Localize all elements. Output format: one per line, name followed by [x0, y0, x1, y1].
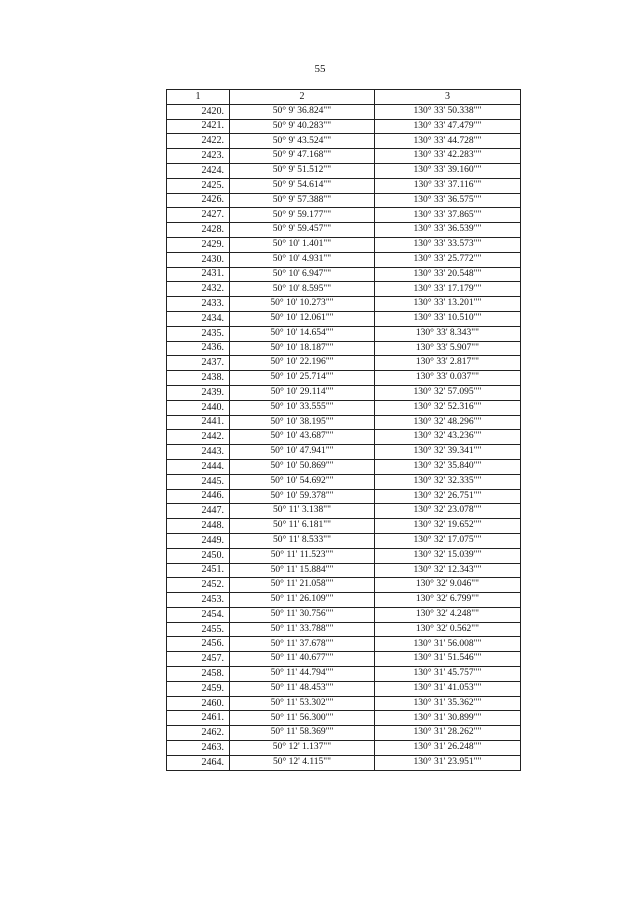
longitude-cell: 130° 33' 44.728""	[375, 134, 521, 149]
latitude-cell: 50° 11' 58.369""	[230, 726, 375, 741]
latitude-cell: 50° 11' 56.300""	[230, 711, 375, 726]
point-number-cell: 2429.	[167, 237, 230, 252]
longitude-cell: 130° 32' 39.341""	[375, 445, 521, 460]
longitude-cell: 130° 31' 35.362""	[375, 696, 521, 711]
point-number-cell: 2426.	[167, 193, 230, 208]
longitude-cell: 130° 33' 13.201""	[375, 297, 521, 312]
longitude-cell: 130° 32' 6.799""	[375, 593, 521, 608]
latitude-cell: 50° 12' 4.115""	[230, 755, 375, 770]
point-number-cell: 2442.	[167, 430, 230, 445]
table-row	[167, 149, 521, 164]
latitude-cell: 50° 10' 14.654""	[230, 326, 375, 341]
latitude-cell: 50° 9' 59.457""	[230, 223, 375, 238]
latitude-cell: 50° 11' 33.788""	[230, 622, 375, 637]
table-row	[167, 681, 521, 696]
latitude-cell: 50° 9' 59.177""	[230, 208, 375, 223]
table-row	[167, 163, 521, 178]
point-number-cell: 2431.	[167, 267, 230, 282]
table-row	[167, 607, 521, 622]
point-number-cell: 2430.	[167, 252, 230, 267]
longitude-cell: 130° 33' 36.539""	[375, 223, 521, 238]
point-number-cell: 2457.	[167, 652, 230, 667]
longitude-cell: 130° 33' 37.865""	[375, 208, 521, 223]
latitude-cell: 50° 10' 29.114""	[230, 385, 375, 400]
point-number-cell: 2420.	[167, 104, 230, 119]
longitude-cell: 130° 33' 47.479""	[375, 119, 521, 134]
table-row	[167, 445, 521, 460]
latitude-cell: 50° 11' 6.181""	[230, 519, 375, 534]
longitude-cell: 130° 32' 26.751""	[375, 489, 521, 504]
longitude-cell: 130° 32' 0.562""	[375, 622, 521, 637]
latitude-cell: 50° 9' 40.283""	[230, 119, 375, 134]
table-row	[167, 652, 521, 667]
longitude-cell: 130° 32' 9.046""	[375, 578, 521, 593]
coordinates-table	[166, 89, 521, 771]
longitude-cell: 130° 33' 42.283""	[375, 149, 521, 164]
table-row	[167, 134, 521, 149]
longitude-cell: 130° 33' 0.037""	[375, 371, 521, 386]
longitude-cell: 130° 33' 5.907""	[375, 341, 521, 356]
table-row	[167, 223, 521, 238]
longitude-cell: 130° 32' 15.039""	[375, 548, 521, 563]
latitude-cell: 50° 10' 8.595""	[230, 282, 375, 297]
latitude-cell: 50° 10' 10.273""	[230, 297, 375, 312]
point-number-cell: 2432.	[167, 282, 230, 297]
table-row	[167, 474, 521, 489]
longitude-cell: 130° 32' 48.296""	[375, 415, 521, 430]
table-row	[167, 356, 521, 371]
column-header-2: 2	[230, 90, 375, 105]
point-number-cell: 2424.	[167, 163, 230, 178]
latitude-cell: 50° 10' 18.187""	[230, 341, 375, 356]
table-row	[167, 563, 521, 578]
longitude-cell: 130° 32' 19.652""	[375, 519, 521, 534]
latitude-cell: 50° 11' 30.756""	[230, 607, 375, 622]
latitude-cell: 50° 10' 1.401""	[230, 237, 375, 252]
latitude-cell: 50° 9' 51.512""	[230, 163, 375, 178]
longitude-cell: 130° 32' 52.316""	[375, 400, 521, 415]
latitude-cell: 50° 11' 44.794""	[230, 667, 375, 682]
point-number-cell: 2440.	[167, 400, 230, 415]
table-row	[167, 252, 521, 267]
point-number-cell: 2434.	[167, 311, 230, 326]
latitude-cell: 50° 12' 1.137""	[230, 741, 375, 756]
latitude-cell: 50° 11' 15.884""	[230, 563, 375, 578]
longitude-cell: 130° 33' 8.343""	[375, 326, 521, 341]
longitude-cell: 130° 31' 51.546""	[375, 652, 521, 667]
point-number-cell: 2454.	[167, 607, 230, 622]
latitude-cell: 50° 10' 54.692""	[230, 474, 375, 489]
table-row	[167, 371, 521, 386]
point-number-cell: 2422.	[167, 134, 230, 149]
table-row	[167, 533, 521, 548]
point-number-cell: 2462.	[167, 726, 230, 741]
table-row	[167, 593, 521, 608]
table-row	[167, 696, 521, 711]
longitude-cell: 130° 33' 2.817""	[375, 356, 521, 371]
point-number-cell: 2443.	[167, 445, 230, 460]
longitude-cell: 130° 33' 25.772""	[375, 252, 521, 267]
longitude-cell: 130° 31' 56.008""	[375, 637, 521, 652]
point-number-cell: 2452.	[167, 578, 230, 593]
latitude-cell: 50° 11' 37.678""	[230, 637, 375, 652]
latitude-cell: 50° 9' 47.168""	[230, 149, 375, 164]
table-row	[167, 208, 521, 223]
latitude-cell: 50° 10' 47.941""	[230, 445, 375, 460]
point-number-cell: 2451.	[167, 563, 230, 578]
table-row	[167, 400, 521, 415]
table-row	[167, 489, 521, 504]
point-number-cell: 2421.	[167, 119, 230, 134]
table-row	[167, 459, 521, 474]
latitude-cell: 50° 10' 50.869""	[230, 459, 375, 474]
longitude-cell: 130° 31' 23.951""	[375, 755, 521, 770]
longitude-cell: 130° 32' 23.078""	[375, 504, 521, 519]
point-number-cell: 2449.	[167, 533, 230, 548]
latitude-cell: 50° 11' 53.302""	[230, 696, 375, 711]
latitude-cell: 50° 11' 3.138""	[230, 504, 375, 519]
longitude-cell: 130° 32' 43.236""	[375, 430, 521, 445]
longitude-cell: 130° 33' 36.575""	[375, 193, 521, 208]
point-number-cell: 2461.	[167, 711, 230, 726]
latitude-cell: 50° 10' 12.061""	[230, 311, 375, 326]
point-number-cell: 2446.	[167, 489, 230, 504]
point-number-cell: 2436.	[167, 341, 230, 356]
table-row	[167, 622, 521, 637]
latitude-cell: 50° 10' 33.555""	[230, 400, 375, 415]
longitude-cell: 130° 32' 35.840""	[375, 459, 521, 474]
latitude-cell: 50° 9' 57.388""	[230, 193, 375, 208]
point-number-cell: 2460.	[167, 696, 230, 711]
point-number-cell: 2456.	[167, 637, 230, 652]
point-number-cell: 2439.	[167, 385, 230, 400]
longitude-cell: 130° 33' 33.573""	[375, 237, 521, 252]
latitude-cell: 50° 10' 25.714""	[230, 371, 375, 386]
latitude-cell: 50° 10' 43.687""	[230, 430, 375, 445]
table-row	[167, 519, 521, 534]
table-row	[167, 326, 521, 341]
point-number-cell: 2423.	[167, 149, 230, 164]
point-number-cell: 2458.	[167, 667, 230, 682]
table-row	[167, 741, 521, 756]
point-number-cell: 2425.	[167, 178, 230, 193]
table-row	[167, 726, 521, 741]
point-number-cell: 2453.	[167, 593, 230, 608]
longitude-cell: 130° 33' 10.510""	[375, 311, 521, 326]
latitude-cell: 50° 11' 11.523""	[230, 548, 375, 563]
point-number-cell: 2441.	[167, 415, 230, 430]
point-number-cell: 2438.	[167, 371, 230, 386]
table-row	[167, 267, 521, 282]
point-number-cell: 2455.	[167, 622, 230, 637]
latitude-cell: 50° 10' 59.378""	[230, 489, 375, 504]
latitude-cell: 50° 9' 36.824""	[230, 104, 375, 119]
table-row	[167, 667, 521, 682]
latitude-cell: 50° 9' 43.524""	[230, 134, 375, 149]
longitude-cell: 130° 31' 41.053""	[375, 681, 521, 696]
longitude-cell: 130° 33' 17.179""	[375, 282, 521, 297]
table-row	[167, 104, 521, 119]
point-number-cell: 2445.	[167, 474, 230, 489]
point-number-cell: 2435.	[167, 326, 230, 341]
point-number-cell: 2437.	[167, 356, 230, 371]
longitude-cell: 130° 32' 32.335""	[375, 474, 521, 489]
table-row	[167, 311, 521, 326]
longitude-cell: 130° 32' 57.095""	[375, 385, 521, 400]
point-number-cell: 2433.	[167, 297, 230, 312]
longitude-cell: 130° 32' 17.075""	[375, 533, 521, 548]
latitude-cell: 50° 11' 21.058""	[230, 578, 375, 593]
table-row	[167, 430, 521, 445]
point-number-cell: 2448.	[167, 519, 230, 534]
table-row	[167, 193, 521, 208]
table-row	[167, 341, 521, 356]
point-number-cell: 2463.	[167, 741, 230, 756]
longitude-cell: 130° 33' 20.548""	[375, 267, 521, 282]
longitude-cell: 130° 33' 50.338""	[375, 104, 521, 119]
table-row	[167, 711, 521, 726]
table-header-row	[167, 90, 521, 105]
table-row	[167, 178, 521, 193]
latitude-cell: 50° 11' 40.677""	[230, 652, 375, 667]
point-number-cell: 2459.	[167, 681, 230, 696]
longitude-cell: 130° 32' 4.248""	[375, 607, 521, 622]
table-row	[167, 504, 521, 519]
table-row	[167, 119, 521, 134]
longitude-cell: 130° 32' 12.343""	[375, 563, 521, 578]
table-row	[167, 237, 521, 252]
longitude-cell: 130° 31' 45.757""	[375, 667, 521, 682]
table-row	[167, 637, 521, 652]
table-row	[167, 385, 521, 400]
table-row	[167, 755, 521, 770]
table-row	[167, 297, 521, 312]
page-number: 55	[314, 63, 326, 75]
latitude-cell: 50° 11' 26.109""	[230, 593, 375, 608]
point-number-cell: 2464.	[167, 755, 230, 770]
latitude-cell: 50° 9' 54.614""	[230, 178, 375, 193]
point-number-cell: 2444.	[167, 459, 230, 474]
latitude-cell: 50° 10' 22.196""	[230, 356, 375, 371]
point-number-cell: 2450.	[167, 548, 230, 563]
table-row	[167, 415, 521, 430]
table-row	[167, 578, 521, 593]
column-header-1: 1	[167, 90, 230, 105]
longitude-cell: 130° 33' 37.116""	[375, 178, 521, 193]
longitude-cell: 130° 31' 30.899""	[375, 711, 521, 726]
longitude-cell: 130° 31' 26.248""	[375, 741, 521, 756]
latitude-cell: 50° 10' 38.195""	[230, 415, 375, 430]
longitude-cell: 130° 33' 39.160""	[375, 163, 521, 178]
longitude-cell: 130° 31' 28.262""	[375, 726, 521, 741]
table-row	[167, 548, 521, 563]
latitude-cell: 50° 11' 48.453""	[230, 681, 375, 696]
column-header-3: 3	[375, 90, 521, 105]
point-number-cell: 2427.	[167, 208, 230, 223]
latitude-cell: 50° 10' 4.931""	[230, 252, 375, 267]
table-row	[167, 282, 521, 297]
point-number-cell: 2428.	[167, 223, 230, 238]
table-body	[167, 104, 521, 770]
latitude-cell: 50° 10' 6.947""	[230, 267, 375, 282]
latitude-cell: 50° 11' 8.533""	[230, 533, 375, 548]
point-number-cell: 2447.	[167, 504, 230, 519]
